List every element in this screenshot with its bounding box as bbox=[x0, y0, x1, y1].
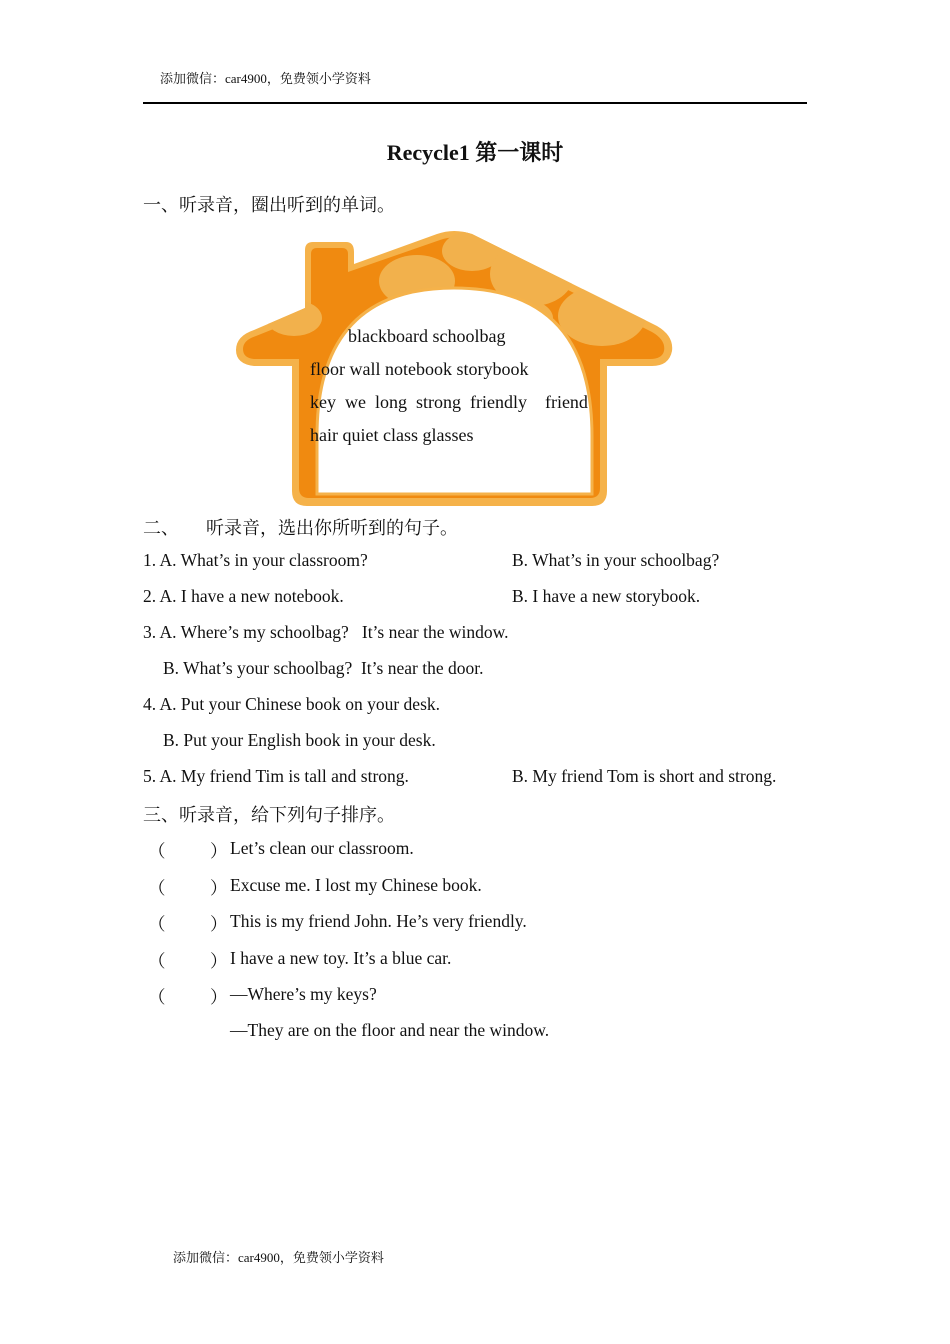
q1-option-b: B. What’s in your schoolbag? bbox=[512, 550, 720, 570]
q4-option-a: 4. A. Put your Chinese book on your desk. bbox=[143, 694, 441, 714]
answer-blank-close: ） bbox=[210, 841, 228, 861]
ordering-sentence: I have a new toy. It’s a blue car. bbox=[230, 948, 452, 968]
page-title: Recycle1 第一课时 bbox=[386, 140, 564, 165]
header-divider bbox=[143, 102, 807, 104]
answer-blank-open[interactable]: （ bbox=[148, 914, 166, 934]
answer-blank-close: ） bbox=[210, 914, 228, 934]
answer-blank-open[interactable]: （ bbox=[148, 841, 166, 861]
answer-blank-close: ） bbox=[210, 987, 228, 1007]
answer-blank-open[interactable]: （ bbox=[148, 951, 166, 971]
q3-option-b: B. What’s your schoolbag? It’s near the door. bbox=[163, 658, 484, 678]
ordering-sentence: —Where’s my keys? bbox=[230, 984, 377, 1004]
q4-option-b: B. Put your English book in your desk. bbox=[163, 730, 436, 750]
header-note: 添加微信：car4900，免费领小学资料 bbox=[160, 71, 371, 86]
q3-option-a: 3. A. Where’s my schoolbag? It’s near the window. bbox=[143, 622, 509, 642]
ordering-sentence: Let’s clean our classroom. bbox=[230, 838, 414, 858]
answer-blank-close: ） bbox=[210, 951, 228, 971]
footer-note: 添加微信：car4900，免费领小学资料 bbox=[173, 1250, 384, 1265]
section1-heading: 一、听录音，圈出听到的单词。 bbox=[143, 195, 395, 215]
answer-blank-open[interactable]: （ bbox=[148, 878, 166, 898]
q5-option-b: B. My friend Tom is short and strong. bbox=[512, 766, 777, 786]
section2-heading: 二、 听录音，选出你所听到的句子。 bbox=[143, 518, 458, 538]
ordering-sentence: This is my friend John. He’s very friendly. bbox=[230, 911, 527, 931]
word-row-2: floor wall notebook storybook bbox=[310, 359, 529, 379]
word-row-3: key we long strong friendly friend bbox=[310, 392, 588, 412]
word-row-1: blackboard schoolbag bbox=[348, 326, 506, 346]
q1-option-a: 1. A. What’s in your classroom? bbox=[143, 550, 368, 570]
q2-option-a: 2. A. I have a new notebook. bbox=[143, 586, 344, 606]
ordering-item-5-continuation: —They are on the floor and near the window. bbox=[230, 1020, 550, 1040]
word-row-4: hair quiet class glasses bbox=[310, 425, 474, 445]
q2-option-b: B. I have a new storybook. bbox=[512, 586, 701, 606]
answer-blank-open[interactable]: （ bbox=[148, 987, 166, 1007]
q5-option-a: 5. A. My friend Tim is tall and strong. bbox=[143, 766, 409, 786]
ordering-sentence: Excuse me. I lost my Chinese book. bbox=[230, 875, 482, 895]
section3-heading: 三、听录音，给下列句子排序。 bbox=[143, 805, 395, 825]
answer-blank-close: ） bbox=[210, 878, 228, 898]
